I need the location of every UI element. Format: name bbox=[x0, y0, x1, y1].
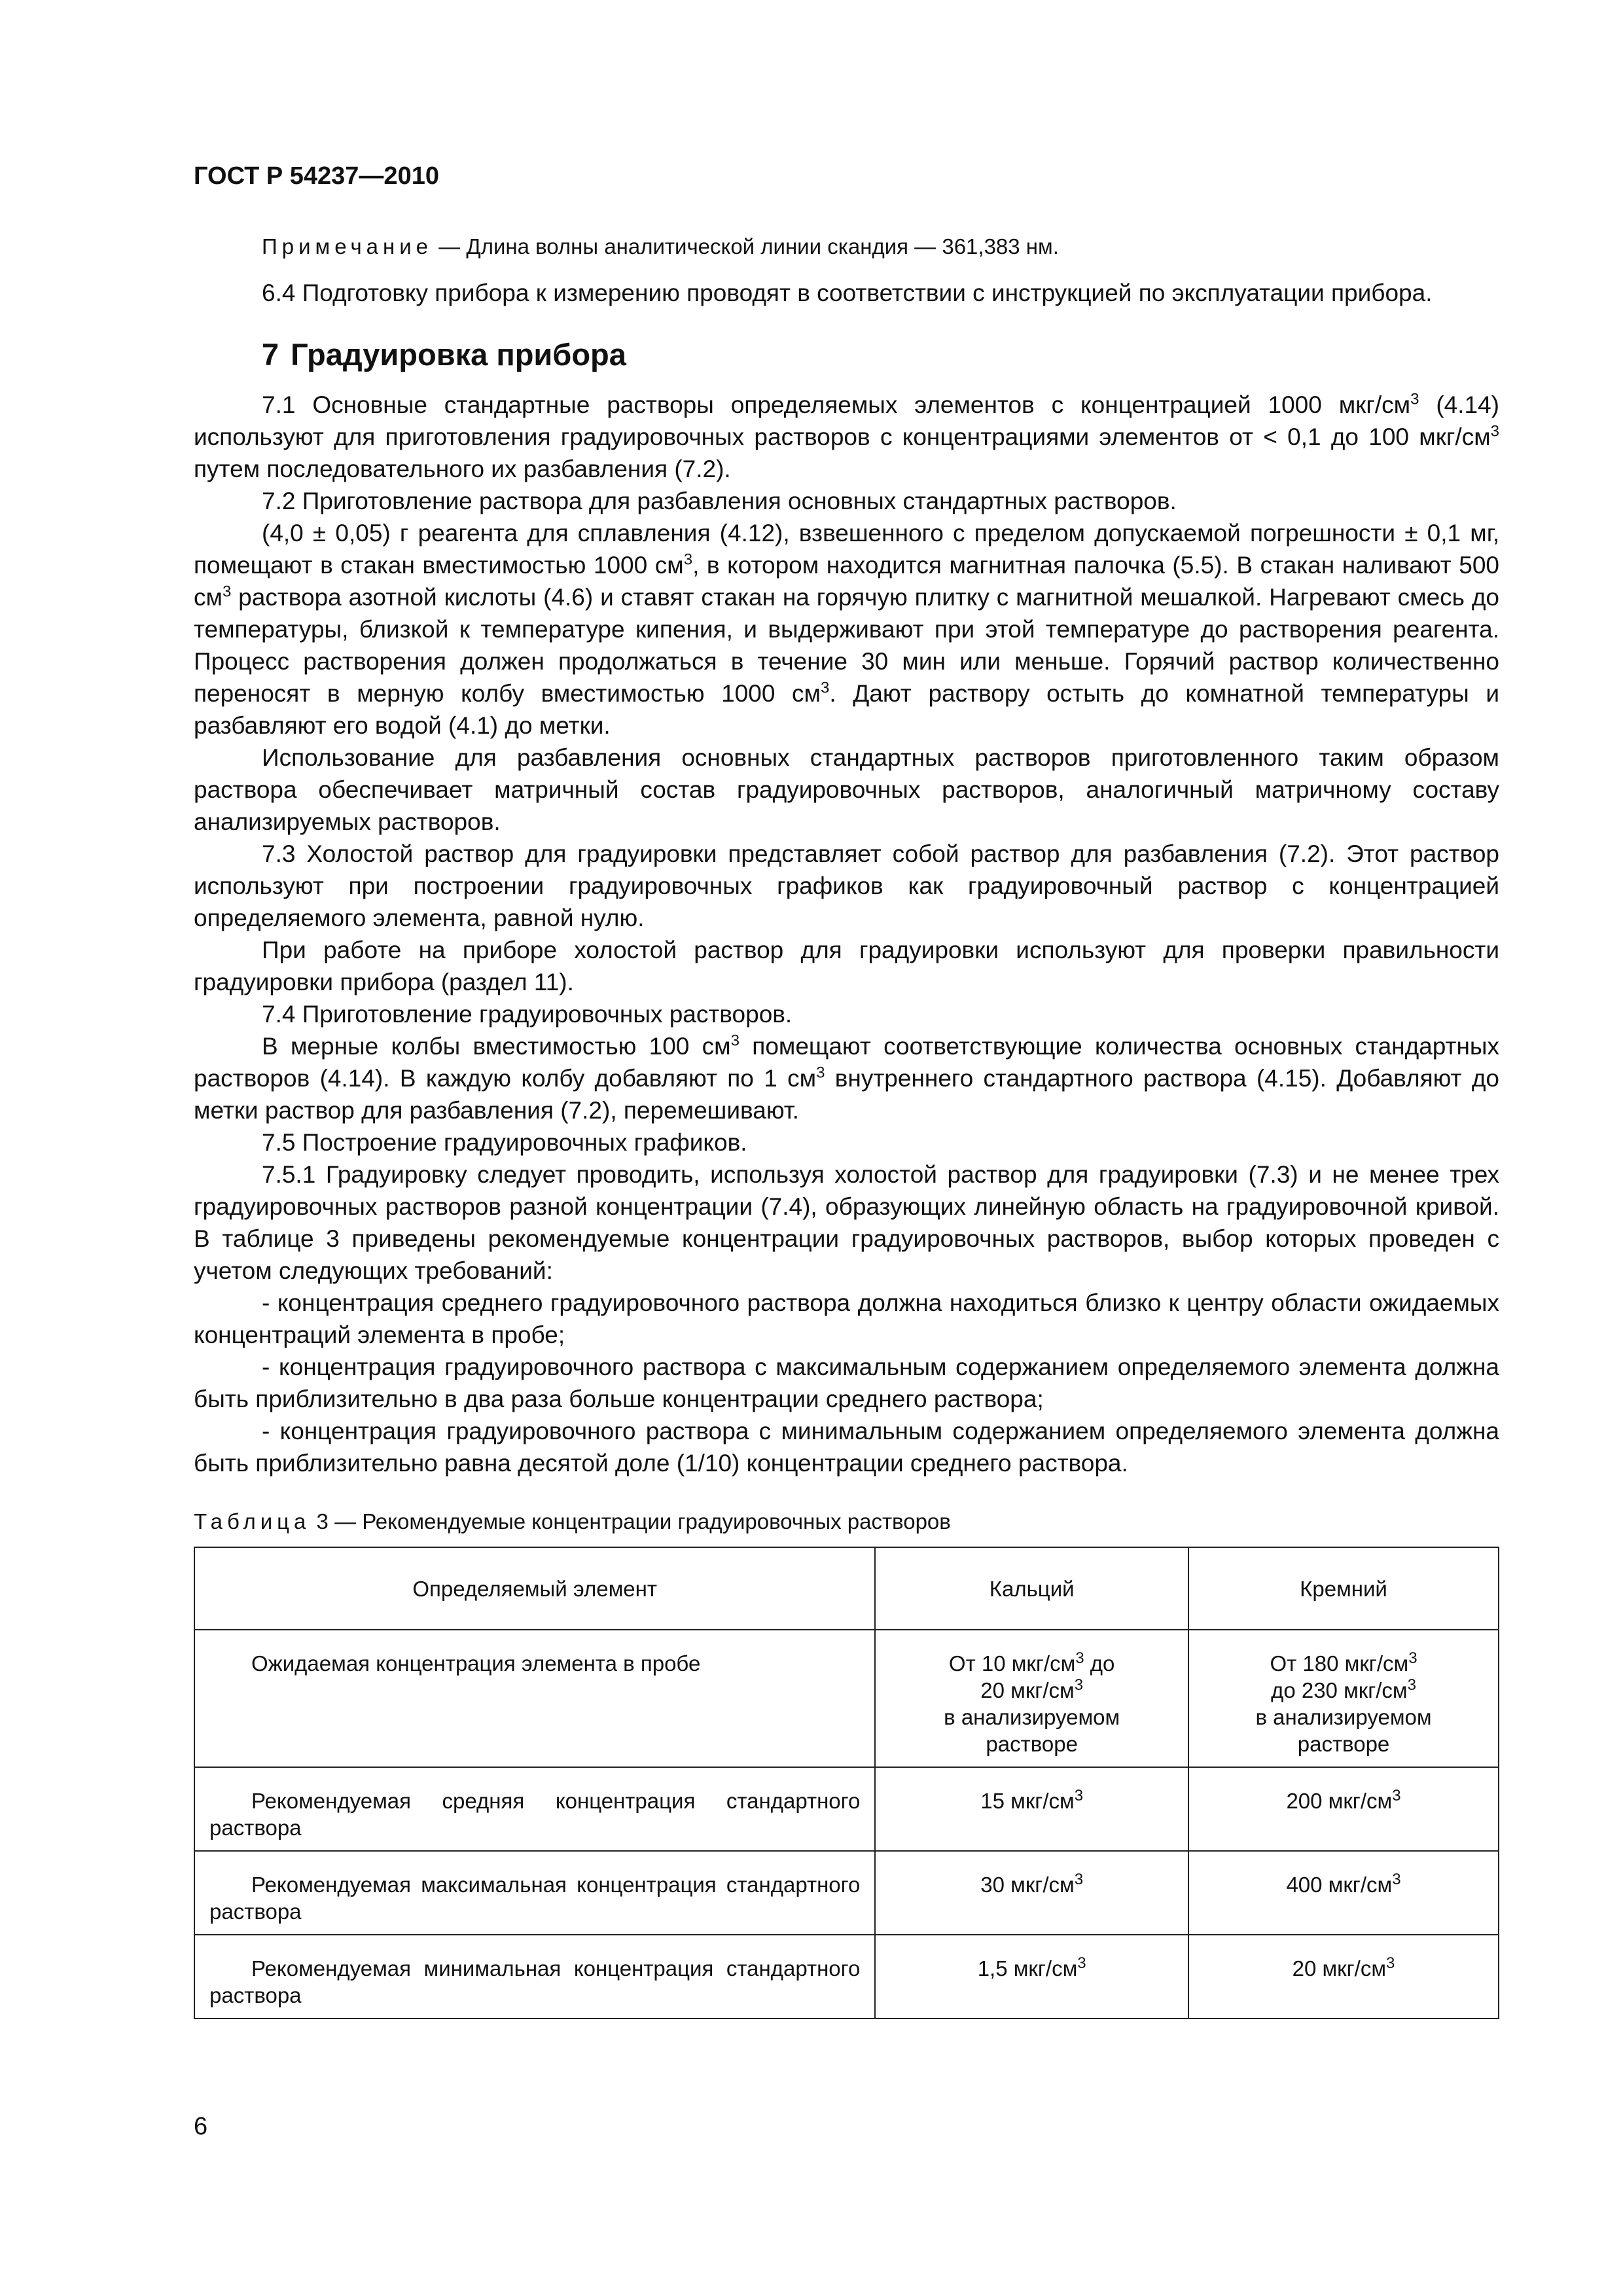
page-number: 6 bbox=[194, 2113, 208, 2140]
paragraph-6-4: 6.4 Подготовку прибора к измерению проводят в соответствии с инструкцией по эксплуатации прибора. bbox=[262, 279, 1433, 306]
note-text: — Длина волны аналитической линии скандия — 361,383 нм. bbox=[433, 234, 1059, 259]
page-body bbox=[194, 230, 1499, 2019]
paragraph-7-3-check: При работе на приборе холостой раствор для градуировки используют для проверки правильности градуировки прибора (раздел 11). bbox=[194, 937, 1499, 996]
list-item: - концентрация градуировочного раствора с минимальным содержанием определяемого элемента должна быть приблизительно равна десятой доле (1/10) концентрации среднего раствора. bbox=[194, 1418, 1499, 1477]
table-cell: 1,5 мкг/$см^3$ bbox=[875, 1935, 1188, 2018]
paragraph-7-4: 7.4 Приготовление градуировочных растворов. bbox=[262, 1001, 793, 1028]
document-code: ГОСТ Р 54237—2010 bbox=[194, 162, 439, 190]
table-caption-text: 3 — Рекомендуемые концентрации градуировочных растворов bbox=[310, 1509, 951, 1534]
row-label: Рекомендуемая минимальная концентрация стандартного раствора bbox=[194, 1935, 875, 2018]
table-cell: 30 мкг/$см^3$ bbox=[875, 1851, 1188, 1935]
note bbox=[194, 230, 1499, 262]
paragraph-7-3: 7.3 Холостой раствор для градуировки представляет собой раствор для разбавления (7.2). Этот раствор используют при построении градуировочных графиков как градуировочный раствор с концентрацией определяемого элемента, равной нулю. bbox=[194, 840, 1499, 931]
list-item: - концентрация градуировочного раствора с максимальным содержанием определяемого элемента должна быть приблизительно в два раза больше концентрации среднего раствора; bbox=[194, 1354, 1499, 1412]
table-caption-label: Таблица bbox=[194, 1509, 311, 1534]
column-header: Кальций bbox=[875, 1547, 1188, 1630]
paragraph-7-2-procedure: (4,0 ± 0,05) г реагента для сплавления (4.12), взвешенного с пределом допускаемой погрешности ± 0,1 мг, помещают в стакан вместимостью 1000 $см^3$, в котором находится магнитная палочка (5.5). В стакан наливают 500 $см^3$ раствора азотной кислоты (4.6) и ставят стакан на горячую плитку с магнитной мешалкой. Нагревают смесь до температуры, близкой к температуре кипения, и выдерживают при этой температуре до растворения реагента. Процесс растворения должен продолжаться в течение 30 мин или меньше. Горячий раствор количественно переносят в мерную колбу вместимостью 1000 $см^3$. Дают раствору остыть до комнатной температуры и разбавляют его водой (4.1) до метки. bbox=[194, 520, 1500, 739]
table-row bbox=[194, 1851, 1499, 1935]
table-row bbox=[194, 1935, 1499, 2018]
column-header: Кремний bbox=[1188, 1547, 1499, 1630]
concentrations-table bbox=[194, 1547, 1499, 2019]
paragraph-7-2-usage: Использование для разбавления основных стандартных растворов приготовленного таким образом раствора обеспечивает матричный состав градуировочных растворов, аналогичный матричному составу анализируемых растворов. bbox=[194, 744, 1499, 835]
paragraph-7-1: 7.1 Основные стандартные растворы определяемых элементов с концентрацией 1000 мкг/$см^3$ (4.14) используют для приготовления градуировочных растворов с концентрациями элементов от < 0,1 до 100 мкг/$см^3$ путем последовательного их разбавления (7.2). bbox=[194, 390, 1499, 482]
paragraph-7-4-procedure: В мерные колбы вместимостью 100 $см^3$ помещают соответствующие количества основных стандартных растворов (4.14). В каждую колбу добавляют по 1 $см^3$ внутреннего стандартного раствора (4.15). Добавляют до метки раствор для разбавления (7.2), перемешивают. bbox=[194, 1031, 1500, 1124]
note-label: Примечание bbox=[262, 234, 433, 259]
table-cell: От 180 мкг/$см^3$ до 230 мкг/$см^3$ в анализируемом растворе bbox=[1188, 1630, 1499, 1767]
column-header: Определяемый элемент bbox=[194, 1547, 875, 1630]
section-heading bbox=[262, 335, 1499, 374]
table-row bbox=[194, 1630, 1499, 1767]
table-cell: От 10 мкг/$см^3$ до 20 мкг/$см^3$ в анализируемом растворе bbox=[875, 1630, 1188, 1767]
table-cell: 200 мкг/$см^3$ bbox=[1188, 1767, 1499, 1851]
section-number: 7 bbox=[262, 337, 279, 372]
row-label: Ожидаемая концентрация элемента в пробе bbox=[194, 1630, 875, 1767]
table-header-row bbox=[194, 1547, 1499, 1630]
table-caption bbox=[194, 1505, 1499, 1537]
table-row bbox=[194, 1767, 1499, 1851]
paragraph-7-5-1: 7.5.1 Градуировку следует проводить, используя холостой раствор для градуировки (7.3) и не менее трех градуировочных растворов разной концентрации (7.4), образующих линейную область на градуировочной кривой. В таблице 3 приведены рекомендуемые концентрации градуировочных растворов, выбор которых проведен с учетом следующих требований: bbox=[194, 1161, 1499, 1284]
section-title: Градуировка прибора bbox=[291, 337, 626, 372]
list-item: - концентрация среднего градуировочного раствора должна находиться близко к центру области ожидаемых концентраций элемента в пробе; bbox=[194, 1289, 1499, 1348]
row-label: Рекомендуемая максимальная концентрация стандартного раствора bbox=[194, 1851, 875, 1935]
table-cell: 400 мкг/$см^3$ bbox=[1188, 1851, 1499, 1935]
paragraph-7-2: 7.2 Приготовление раствора для разбавления основных стандартных растворов. bbox=[262, 488, 1177, 514]
row-label: Рекомендуемая средняя концентрация стандартного раствора bbox=[194, 1767, 875, 1851]
paragraph-7-5: 7.5 Построение градуировочных графиков. bbox=[262, 1129, 747, 1156]
table-cell: 15 мкг/$см^3$ bbox=[875, 1767, 1188, 1851]
table-cell: 20 мкг/$см^3$ bbox=[1188, 1935, 1499, 2018]
